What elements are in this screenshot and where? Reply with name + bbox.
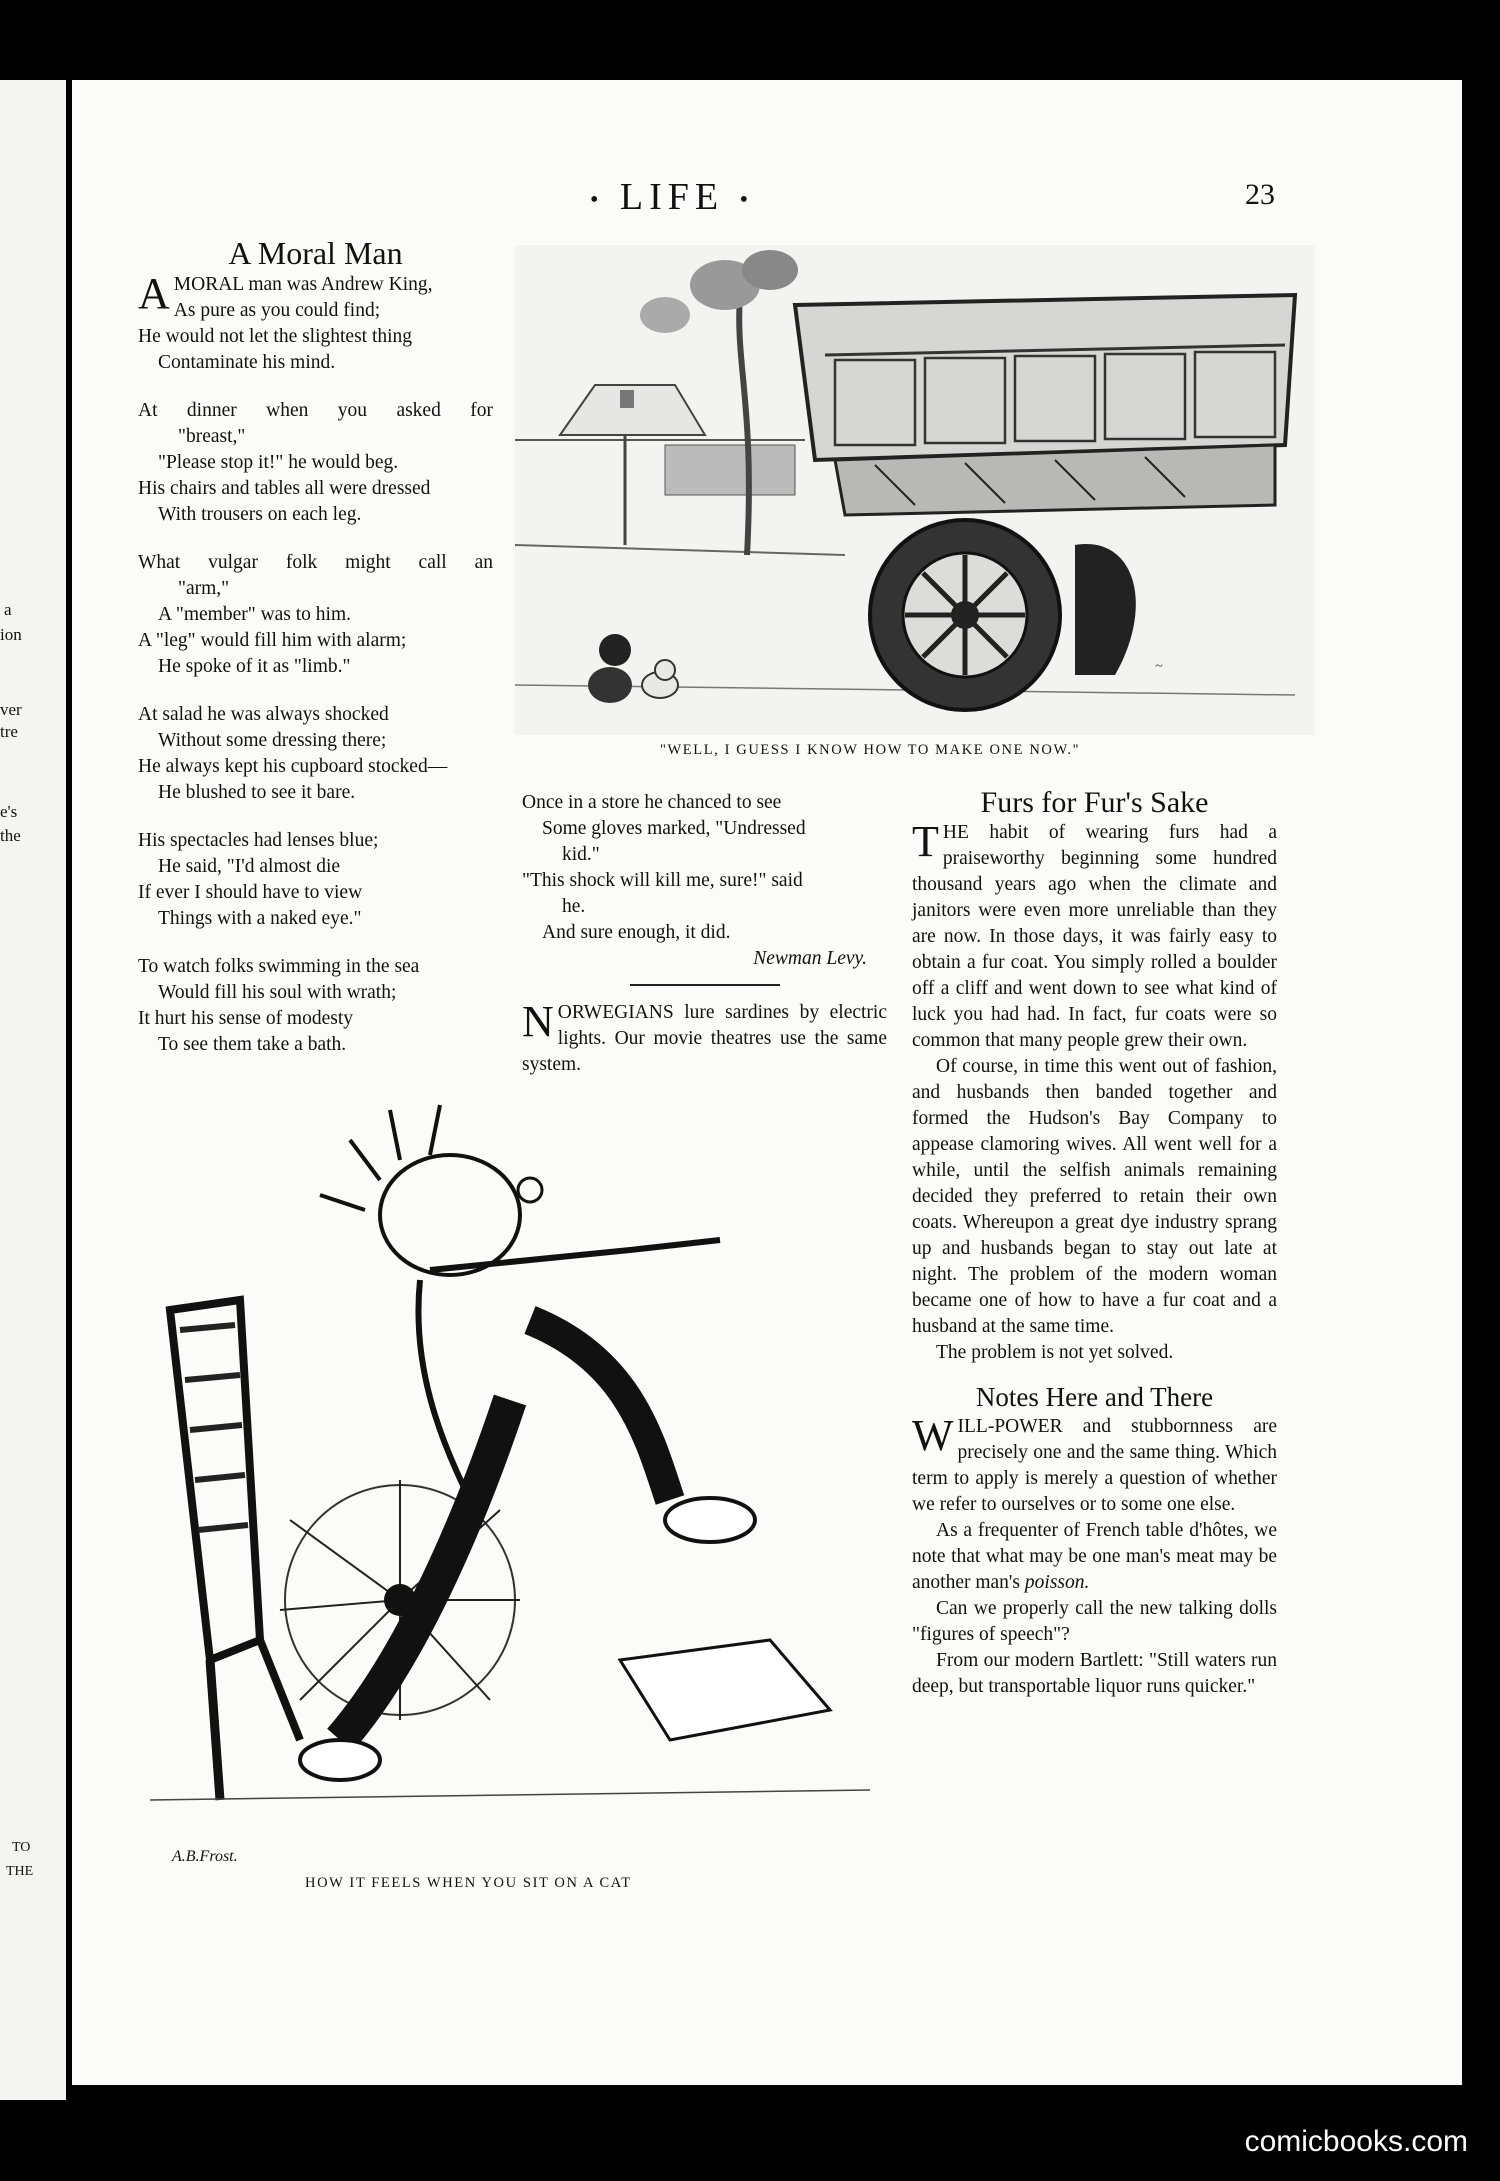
fragment: a [4,600,12,619]
notes-paragraph-4: From our modern Bartlett: "Still waters run deep, but transportable liquor runs quicker." [912,1650,1277,1697]
dropcap: N [522,997,554,1046]
poem-line: He would not let the slightest thing [138,326,413,347]
fragment: the [0,826,21,845]
middle-column [522,790,887,1078]
poem-line: And sure enough, it did. [542,922,731,943]
dropcap: W [912,1411,954,1460]
dropcap: T [912,817,939,866]
poem-line: What vulgar folk might call an [138,552,493,573]
cat-signature: A.B.Frost. [172,1848,238,1865]
poem-line: To see them take a bath. [158,1034,347,1055]
norwegians-text: ORWEGIANS lure sardines by electric lights. Our movie theatres use the same system. [522,1002,887,1075]
poem-line: A "leg" would fill him with alarm; [138,630,407,651]
facing-page-strip [0,80,66,2100]
header-dot: • [739,186,755,213]
poem-line: At salad he was always shocked [138,704,389,725]
poem-line: kid." [562,844,600,865]
notes-paragraph-3: Can we properly call the new talking dolls "figures of speech"? [912,1598,1277,1645]
furs-paragraph-2: Of course, in time this went out of fashion, and husbands then banded together and formed the Hudson's Bay Company to appease clamoring wives. All went well for a while, until the selfish animals remaining decided they preferred to retain their own coats. Whereupon a great dye industry sprang up and husbands began to stay out late at night. The problem of the modern woman became one of how to have a fur coat and a husband at the same time. [912,1056,1277,1337]
magazine-title: LIFE [619,176,725,218]
poem-line: "Please stop it!" he would beg. [158,452,399,473]
notes-paragraph-2 [912,1518,1277,1596]
fragment: tre [0,722,18,741]
truck-illustration [515,245,1315,735]
header-dot: • [590,186,605,213]
truck-caption: "WELL, I GUESS I KNOW HOW TO MAKE ONE NOW." [660,742,1081,758]
paragraph-italic: poisson. [1024,1572,1090,1593]
fragment: TO [12,1840,31,1855]
poem-line: To watch folks swimming in the sea [138,956,420,977]
poem-author: Newman Levy. [753,948,867,969]
poem-line: Things with a naked eye." [158,908,362,929]
cat-illustration [150,1100,890,1860]
poem-title: A Moral Man [228,235,403,271]
furs-title: Furs for Fur's Sake [980,786,1209,819]
running-header [590,175,754,219]
notes-paragraph-1 [912,1411,1277,1518]
stanza-3 [138,550,493,680]
watermark: comicbooks.com [1244,2125,1468,2158]
stanza-4 [138,702,493,806]
paragraph-text: As a frequenter of French table d'hôtes, we note that what may be one man's meat may be another man's [912,1520,1277,1593]
poem-line: "This shock will kill me, sure!" said [522,870,803,891]
poem-line: If ever I should have to view [138,882,363,903]
poem-line: MORAL man was Andrew King, [173,274,433,295]
stanza-2 [138,398,493,528]
fragment: e's [0,802,18,821]
poem-line: "breast," [178,426,246,447]
stanza-6 [138,954,493,1058]
poem-line: He spoke of it as "limb." [158,656,351,677]
moral-man-poem [138,235,493,1080]
furs-paragraph-1 [912,817,1277,1054]
notes-title: Notes Here and There [975,1382,1214,1412]
divider [630,984,780,986]
poem-line: It hurt his sense of modesty [138,1008,354,1029]
stanza-1 [138,269,493,376]
page-number: 23 [1245,178,1275,211]
poem-line: He blushed to see it bare. [158,782,356,803]
dropcap: A [138,269,170,318]
cat-caption: HOW IT FEELS WHEN YOU SIT ON A CAT [305,1875,632,1891]
poem-line: As pure as you could find; [173,300,381,321]
fragment: ver [0,700,22,719]
poem-line: Contaminate his mind. [158,352,336,373]
poem-line: Without some dressing there; [158,730,387,751]
poem-line: "arm," [178,578,230,599]
svg-text:~: ~ [1155,659,1163,674]
poem-line: he. [562,896,586,917]
poem-line: His chairs and tables all were dressed [138,478,431,499]
paragraph-text: HE habit of wearing furs had a praiseworthy beginning some hundred thousand years ago when the climate and janitors were even more unreliable than they are now. In those days, it was fairly easy to obtain a fur coat. You simply rolled a boulder off a cliff and went down to see what kind of luck you had had. In fact, fur coats were so common that many people grew their own. [912,822,1277,1051]
fragment: THE [6,1864,34,1879]
poem-line: He always kept his cupboard stocked— [138,756,448,777]
poem-line: He said, "I'd almost die [158,856,341,877]
fragment: ion [0,625,22,644]
poem-line: His spectacles had lenses blue; [138,830,379,851]
norwegians-item [522,997,887,1078]
poem-line: Would fill his soul with wrath; [158,982,397,1003]
furs-paragraph-3: The problem is not yet solved. [936,1342,1174,1363]
poem-line: Once in a store he chanced to see [522,792,782,813]
poem-line: With trousers on each leg. [158,504,362,525]
poem-line: Some gloves marked, "Undressed [542,818,806,839]
paragraph-text: ILL-POWER and stubbornness are precisely one and the same thing. Which term to apply is merely a question of whether we refer to ourselves or to some one else. [912,1416,1277,1515]
right-column [912,786,1277,1700]
poem-line: At dinner when you asked for [138,400,493,421]
poem-line: A "member" was to him. [158,604,352,625]
stanza-5 [138,828,493,932]
